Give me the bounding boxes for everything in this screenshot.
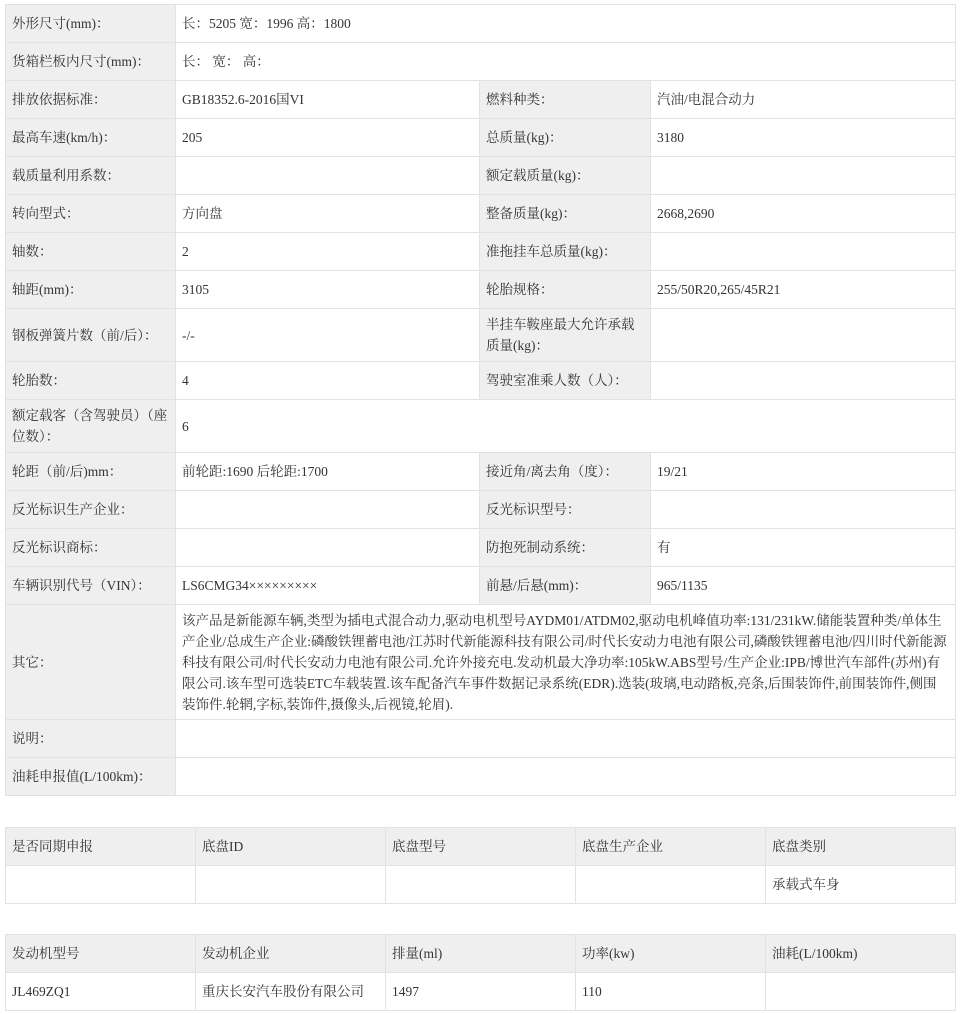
spec-label: 说明： <box>6 720 176 758</box>
spec-label: 整备质量(kg)： <box>480 195 651 233</box>
spec-value <box>176 157 480 195</box>
spec-label: 额定载质量(kg)： <box>480 157 651 195</box>
table-header-row <box>6 828 956 866</box>
spec-label: 外形尺寸(mm)： <box>6 5 176 43</box>
spec-row-other <box>6 605 956 720</box>
spec-label: 反光标识生产企业： <box>6 491 176 529</box>
spec-label: 载质量利用系数： <box>6 157 176 195</box>
spec-value <box>651 157 956 195</box>
spec-value <box>176 491 480 529</box>
column-header: 排量(ml) <box>386 935 576 973</box>
table-header-row <box>6 935 956 973</box>
spec-row-notes <box>6 720 956 758</box>
spec-label: 最高车速(km/h)： <box>6 119 176 157</box>
spec-value: 965/1135 <box>651 567 956 605</box>
spec-value <box>176 529 480 567</box>
table-row <box>6 866 956 904</box>
spec-label: 反光标识型号： <box>480 491 651 529</box>
spec-label: 接近角/离去角（度）： <box>480 453 651 491</box>
spec-label: 油耗申报值(L/100km)： <box>6 758 176 796</box>
spec-row <box>6 119 956 157</box>
spec-value: GB18352.6-2016国VI <box>176 81 480 119</box>
spec-value: 方向盘 <box>176 195 480 233</box>
spec-row-seats <box>6 400 956 453</box>
spec-value: 3105 <box>176 271 480 309</box>
spec-label: 燃料种类： <box>480 81 651 119</box>
spec-label: 货箱栏板内尺寸(mm)： <box>6 43 176 81</box>
table-cell: 110 <box>576 973 766 1011</box>
spec-label: 额定载客（含驾驶员）（座位数）： <box>6 400 176 453</box>
spec-value: 汽油/电混合动力 <box>651 81 956 119</box>
table-row <box>6 973 956 1011</box>
spec-row <box>6 233 956 271</box>
spec-label: 准拖挂车总质量(kg)： <box>480 233 651 271</box>
spec-row <box>6 567 956 605</box>
column-header: 油耗(L/100km) <box>766 935 956 973</box>
spec-label: 车辆识别代号（VIN）： <box>6 567 176 605</box>
spec-row <box>6 157 956 195</box>
spec-value: 205 <box>176 119 480 157</box>
spec-value: 前轮距:1690 后轮距:1700 <box>176 453 480 491</box>
spec-row <box>6 453 956 491</box>
spec-value: -/- <box>176 309 480 362</box>
spec-value <box>651 362 956 400</box>
table-cell <box>386 866 576 904</box>
spec-value: 3180 <box>651 119 956 157</box>
table-cell: 承载式车身 <box>766 866 956 904</box>
spec-value: 255/50R20,265/45R21 <box>651 271 956 309</box>
spec-value: 长：5205 宽：1996 高：1800 <box>176 5 956 43</box>
spec-label: 轮胎数： <box>6 362 176 400</box>
table-cell <box>6 866 196 904</box>
engine-table <box>5 934 956 1011</box>
vehicle-spec-table <box>5 4 956 796</box>
spec-label: 轴距(mm)： <box>6 271 176 309</box>
table-cell <box>576 866 766 904</box>
spec-row <box>6 529 956 567</box>
spec-label: 排放依据标准： <box>6 81 176 119</box>
spec-row-cargo-box <box>6 43 956 81</box>
spec-row <box>6 362 956 400</box>
spec-value: LS6CMG34××××××××× <box>176 567 480 605</box>
spec-value <box>651 309 956 362</box>
spec-value: 有 <box>651 529 956 567</box>
spec-label: 钢板弹簧片数（前/后）： <box>6 309 176 362</box>
table-cell: JL469ZQ1 <box>6 973 196 1011</box>
spec-label: 反光标识商标： <box>6 529 176 567</box>
column-header: 底盘类别 <box>766 828 956 866</box>
spec-label: 轴数： <box>6 233 176 271</box>
table-cell <box>196 866 386 904</box>
spec-value <box>651 233 956 271</box>
spec-row <box>6 271 956 309</box>
spec-label: 轮距（前/后)mm： <box>6 453 176 491</box>
spec-value: 4 <box>176 362 480 400</box>
spec-value: 2 <box>176 233 480 271</box>
column-header: 底盘ID <box>196 828 386 866</box>
spec-label: 其它： <box>6 605 176 720</box>
spec-value <box>651 491 956 529</box>
column-header: 是否同期申报 <box>6 828 196 866</box>
spec-row-dimensions <box>6 5 956 43</box>
spec-label: 轮胎规格： <box>480 271 651 309</box>
spec-label: 驾驶室准乘人数（人）： <box>480 362 651 400</box>
spec-label: 转向型式： <box>6 195 176 233</box>
column-header: 发动机企业 <box>196 935 386 973</box>
spec-row <box>6 309 956 362</box>
spec-row <box>6 195 956 233</box>
table-cell: 重庆长安汽车股份有限公司 <box>196 973 386 1011</box>
spec-label: 半挂车鞍座最大允许承载质量(kg)： <box>480 309 651 362</box>
spec-label: 前悬/后悬(mm)： <box>480 567 651 605</box>
table-cell: 1497 <box>386 973 576 1011</box>
spec-value: 该产品是新能源车辆,类型为插电式混合动力,驱动电机型号AYDM01/ATDM02,驱动电机峰值功率:131/231kW.储能装置种类/单体生产企业/总成生产企业:磷酸铁锂蓄电池/江苏时代新能源科技有限公司/时代长安动力电池有限公司,磷酸铁锂蓄电池/四川时代新能源科技有限公司/时代长安动力电池有限公司.允许外接充电.发动机最大净功率:105kW.ABS型号/生产企业:IPB/博世汽车部件(苏州)有限公司.该车型可选装ETC车载装置.该车配备汽车事件数据记录系统(EDR).选装(玻璃,电动踏板,亮条,后围装饰件,前围装饰件,侧围装饰件.轮辋,字标,装饰件,摄像头,后视镜,轮眉). <box>176 605 956 720</box>
column-header: 发动机型号 <box>6 935 196 973</box>
spec-value <box>176 720 956 758</box>
chassis-table <box>5 827 956 904</box>
column-header: 底盘生产企业 <box>576 828 766 866</box>
spec-row <box>6 81 956 119</box>
spec-value: 2668,2690 <box>651 195 956 233</box>
column-header: 功率(kw) <box>576 935 766 973</box>
table-cell <box>766 973 956 1011</box>
spec-value: 长： 宽： 高： <box>176 43 956 81</box>
spec-label: 总质量(kg)： <box>480 119 651 157</box>
spec-row <box>6 491 956 529</box>
spec-value <box>176 758 956 796</box>
column-header: 底盘型号 <box>386 828 576 866</box>
spec-value: 6 <box>176 400 956 453</box>
spec-value: 19/21 <box>651 453 956 491</box>
spec-row-fuel <box>6 758 956 796</box>
spec-label: 防抱死制动系统： <box>480 529 651 567</box>
